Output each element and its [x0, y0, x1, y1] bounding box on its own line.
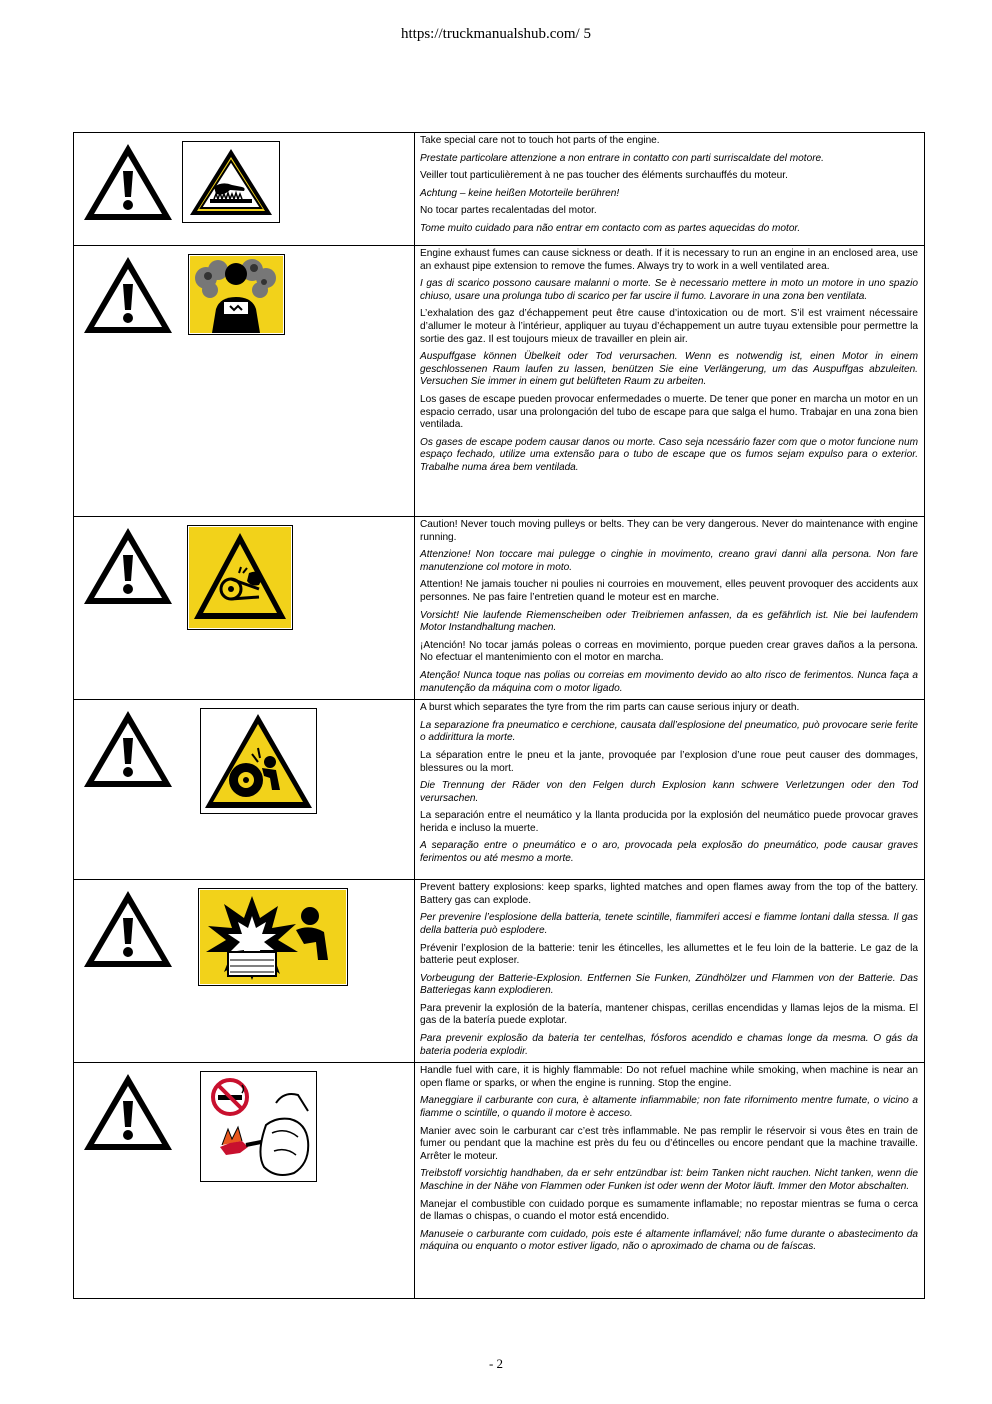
warning-icons-cell: [74, 133, 415, 246]
warning-row: [74, 880, 925, 1063]
general-warning-icon: [82, 1071, 174, 1158]
warning-icons-cell: [74, 517, 415, 700]
no-smoking-fuel-icon: [200, 1071, 317, 1182]
battery-explosion-icon: [198, 888, 348, 986]
warning-text-it: Per prevenire l’esplosione della batteria, tenete scintille, fiammiferi accesi e fiamme lontani dalla stessa. Il gas della batteria può esplodere.: [420, 912, 918, 936]
warning-row: [74, 1063, 925, 1299]
warning-text-pt: Manuseie o carburante com cuidado, pois este é altamente inflamável; não fume durante o abastecimento da máquina ou enquanto o motor estiver ligado, não o aproximado de chama ou de faíscas.: [420, 1228, 918, 1253]
warning-text-en: Take special care not to touch hot parts of the engine.: [420, 135, 660, 146]
page-number: - 2: [488, 1356, 504, 1371]
warning-text-pt: Atenção! Nunca toque nas polias ou correias em movimento devido ao alto risco de ferimentos. Nunca faça a manutenção da máquina com o motor ligado.: [420, 669, 918, 694]
warning-text-de: Achtung – keine heißen Motorteile berühren!: [420, 187, 620, 199]
warning-text-en: Caution! Never touch moving pulleys or belts. They can be very dangerous. Never do maintenance with engine running.: [420, 519, 918, 543]
warning-row: [74, 517, 925, 700]
warning-text-es: No tocar partes recalentadas del motor.: [420, 205, 597, 217]
warning-text-es: Los gases de escape pueden provocar enfermedades o muerte. De tener que poner en marcha un motor en un espacio cerrado, usar una prolongación del tubo de escape para que salga el humo. Trabajar en una zona bien ventilada.: [420, 393, 918, 431]
warning-text-fr: Manier avec soin le carburant car c’est très inflammable. Ne pas remplir le réservoir si vous êtes en train de fumer ou pendant que la machine est près du feu ou d’étincelles ou encore pendant que la machine travaille. Arrêter le moteur.: [420, 1125, 918, 1162]
general-warning-icon: [82, 888, 174, 975]
hot-surface-hand-icon: [182, 141, 280, 223]
warning-text-pt: Os gases de escape podem causar danos ou morte. Caso seja ncessário fazer com que o motor funcione num espaço fechado, utilize uma extensão para o tubo de escape que os fumos sejam expulso para o exterior. Trabalhe numa área bem ventilada.: [420, 436, 918, 473]
warning-row: [74, 700, 925, 880]
warning-text-cell: [415, 517, 925, 700]
exhaust-fumes-person-icon: [188, 254, 285, 335]
general-warning-icon: [82, 254, 174, 341]
warning-text-fr: Prévenir l’explosion de la batterie: tenir les étincelles, les allumettes et le feu loin de la batterie. Le gaz de la batterie peut exploser.: [420, 942, 918, 967]
warning-text-cell: [415, 1063, 925, 1299]
warning-icons-cell: [74, 246, 415, 517]
warning-text-es: Manejar el combustible con cuidado porque es sumamente inflamable; no repostar mientras se fuma o cerca de llamas o chispas, o cuando el motor está encendido.: [420, 1198, 918, 1223]
warning-text-it: Prestate particolare attenzione a non entrare in contatto con parti surriscaldate del motore.: [420, 152, 824, 164]
warning-text-fr: Attention! Ne jamais toucher ni poulies ni courroies en mouvement, elles peuvent provoquer des accidents aux personnes. Ne pas faire l’entretien quand le moteur est en marche.: [420, 579, 918, 603]
warning-text-es: Para prevenir la explosión de la batería, mantener chispas, cerillas encendidas y llamas lejos de la misma. El gas de la batería puede explotar.: [420, 1002, 918, 1027]
warning-text-de: Treibstoff vorsichtig handhaben, da er sehr entzündbar ist: beim Tanken nicht rauchen. Nicht tanken, wenn die Maschine in der Nähe von Flammen oder Funken ist oder wenn der Motor läuft. Immer den Motor abschalten.: [420, 1168, 918, 1192]
warning-text-es: La separación entre el neumático y la llanta producida por la explosión del neumático puede provocar graves herida e incluso la muerte.: [420, 810, 918, 834]
warning-text-it: I gas di scarico possono causare malanni o morte. Se è necessario mettere in moto un motore in uno spazio chiuso, usare una prolunga tubo di scarico per far uscire il fumo. Lavorare in una zona ben ventilata.: [420, 278, 918, 302]
warning-text-pt: A separação entre o pneumático e o aro, provocada pela explosão do pneumático, pode causar graves ferimentos ou até mesmo a morte.: [420, 840, 918, 865]
warning-text-de: Auspuffgase können Übelkeit oder Tod verursachen. Wenn es notwendig ist, einen Motor in einem geschlossenen Raum laufen zu lassen, benützen Sie eine Verlängerung, um das Auspuffgas abzuleiten. Versuchen Sie immer in einem gut belüfteten Raum zu arbeiten.: [420, 351, 918, 388]
warning-text-en: Engine exhaust fumes can cause sickness or death. If it is necessary to run an engine in an enclosed area, use an exhaust pipe extension to remove the fumes. Always try to work in a well ventilated area.: [420, 248, 918, 272]
warning-row: [74, 133, 925, 246]
safety-warnings-table: [73, 132, 925, 1299]
belt-pulley-hand-icon: [187, 525, 293, 630]
warning-icons-cell: [74, 700, 415, 880]
warning-text-es: ¡Atención! No tocar jamás poleas o correas en movimiento, porque pueden crear graves daños a la persona. No efectuar el mantenimiento con el motor en marcha.: [420, 639, 918, 664]
warning-text-fr: L’exhalation des gaz d’échappement peut être cause d’intoxication ou de mort. S’il est vraiment nécessaire d’allumer le moteur à l’intérieur, appliquer au tuyau d’échappement un autre tuyau extensible pour permettre la sortie des gaz. Il est toujours mieux de travailler en plein air.: [420, 308, 918, 345]
warning-text-de: Vorsicht! Nie laufende Riemenscheiben oder Treibriemen anfassen, da es gefährlich ist. Nie bei laufendem Motor Instandhaltung machen.: [420, 609, 918, 634]
general-warning-icon: [82, 708, 174, 795]
warning-text-cell: [415, 133, 925, 246]
warning-text-en: A burst which separates the tyre from the rim parts can cause serious injury or death.: [420, 702, 800, 714]
warning-text-pt: Tome muito cuidado para não entrar em contacto com as partes aquecidas do motor.: [420, 222, 801, 234]
warning-text-it: La separazione fra pneumatico e cerchione, causata dall’esplosione del pneumatico, può provocare serie ferite o addirittura la morte.: [420, 719, 918, 744]
general-warning-icon: [82, 141, 174, 228]
tyre-burst-icon: [200, 708, 317, 814]
warning-text-it: Maneggiare il carburante con cura, è altamente infiammabile; non fate rifornimento mentre fumate, o vicino a fiamme o scintille, o quando il motore è acceso.: [420, 1095, 918, 1120]
warning-icons-cell: [74, 1063, 415, 1299]
warning-text-cell: [415, 700, 925, 880]
warning-text-de: Vorbeugung der Batterie-Explosion. Entfernen Sie Funken, Zündhölzer und Flammen von der Batterie. Das Batteriegas kann explodieren.: [420, 972, 918, 997]
warning-text-cell: [415, 246, 925, 517]
warning-text-fr: La séparation entre le pneu et la jante, provoquée par l’explosion d’une roue peut causer des dommages, blessures ou la mort.: [420, 749, 918, 774]
warning-text-cell: [415, 880, 925, 1063]
warning-text-en: Handle fuel with care, it is highly flammable: Do not refuel machine while smoking, when machine is near an open flame or sparks, or when the engine is running. Stop the engine.: [420, 1065, 918, 1089]
warning-text-fr: Veiller tout particulièrement à ne pas toucher des éléments surchauffés du moteur.: [420, 170, 788, 182]
warning-text-pt: Para prevenir explosão da bateria ter centelhas, fósforos acendido e chamas longe da mesma. O gás da bateria poderia explodir.: [420, 1033, 918, 1057]
warning-text-de: Die Trennung der Räder von den Felgen durch Explosion kann schwere Verletzungen oder den Tod verursachen.: [420, 780, 918, 804]
warning-row: [74, 246, 925, 517]
warning-text-it: Attenzione! Non toccare mai pulegge o cinghie in movimento, creano gravi danni alla persona. Non fare manutenzione col motore in moto.: [420, 549, 918, 573]
warning-text-en: Prevent battery explosions: keep sparks, lighted matches and open flames away from the top of the battery. Battery gas can explode.: [420, 882, 918, 906]
header-url: https://truckmanualshub.com/ 5: [401, 26, 591, 42]
warning-icons-cell: [74, 880, 415, 1063]
general-warning-icon: [82, 525, 174, 612]
